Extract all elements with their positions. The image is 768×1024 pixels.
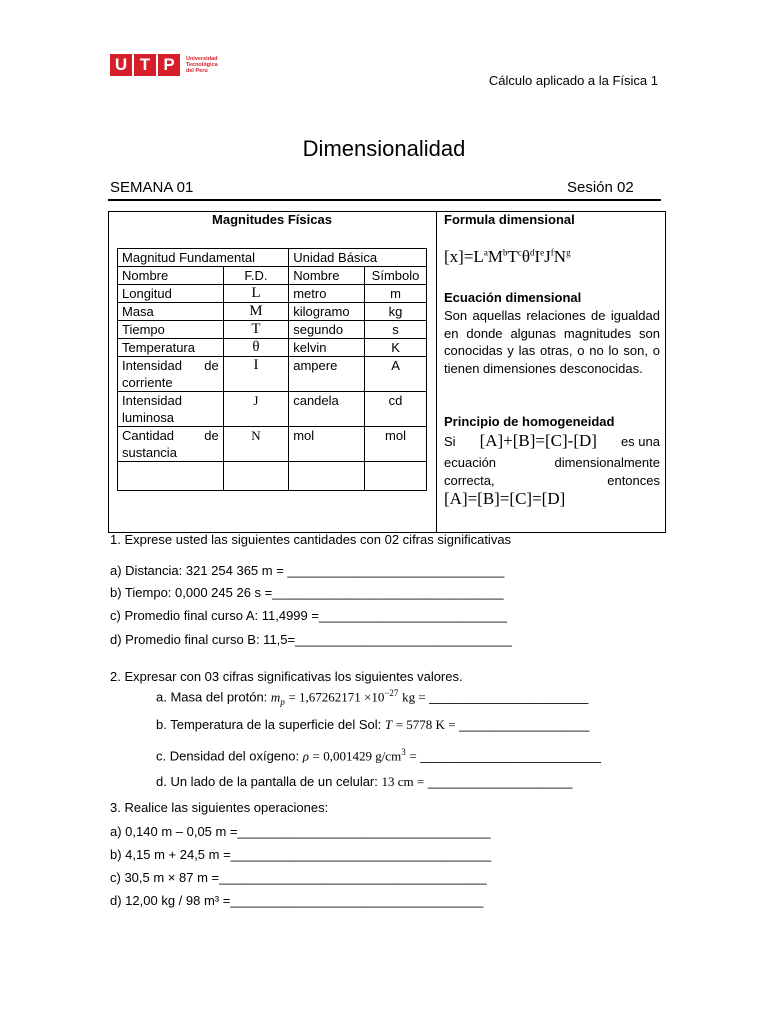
q3-item-a: a) 0,140 m – 0,05 m =___________________________________ [110, 824, 491, 839]
table-row: Tiempo T segundo s [118, 321, 427, 339]
q2-item-a: a. Masa del protón: $m_p = 1,67262171 \times 10^{-27}$ kg = ______________________ [156, 688, 589, 707]
logo-letter-p: P [158, 54, 180, 76]
q1-title: 1. Exprese usted las siguientes cantidades con 02 cifras significativas [110, 532, 512, 547]
homogeneity-equation: [A]+[B]=[C]-[D] [479, 431, 597, 450]
q3-title: 3. Realice las siguientes operaciones: [110, 800, 329, 815]
principio-line2: ecuación dimensionalmente [444, 455, 660, 470]
q1-item-c: c) Promedio final curso A: 11,4999 =__________________________ [110, 608, 507, 623]
utp-logo [110, 54, 218, 76]
homogeneity-result: [A]=[B]=[C]=[D] [444, 489, 566, 508]
group-magnitud: Magnitud Fundamental [118, 249, 289, 267]
table-blank-row [118, 462, 427, 491]
summary-divider [436, 211, 437, 533]
table-row: Intensidad de corriente I ampere A [118, 357, 427, 392]
q2-item-c: c. Densidad del oxígeno: ρ = 0,001429 $g/cm^3$ = _________________________ [156, 747, 602, 764]
q1-item-a: a) Distancia: 321 254 365 m = ______________________________ [110, 563, 505, 578]
q1-item-b: b) Tiempo: 0,000 245 26 s =________________________________ [110, 585, 504, 600]
q2-item-d: d. Un lado de la pantalla de un celular: 13 cm = ____________________ [156, 774, 573, 789]
table-header-row: Nombre F.D. Nombre Símbolo [118, 267, 427, 285]
page-title: Dimensionalidad [302, 136, 466, 161]
ecuacion-heading: Ecuación dimensional [444, 290, 582, 305]
table-row: Longitud L metro m [118, 285, 427, 303]
table-row: Cantidad de sustancia N mol mol [118, 427, 427, 462]
header-rule [108, 199, 661, 201]
course-name: Cálculo aplicado a la Física 1 [488, 73, 658, 88]
q3-item-d: d) 12,00 kg / 98 m³ =___________________________________ [110, 893, 484, 908]
q2-title: 2. Expresar con 03 cifras significativas los siguientes valores. [110, 669, 463, 684]
magnitudes-table [117, 248, 427, 491]
formula-heading: Formula dimensional [444, 212, 575, 227]
logo-letter-t: T [134, 54, 156, 76]
table-row: Masa M kilogramo kg [118, 303, 427, 321]
ecuacion-text: Son aquellas relaciones de igualdad en donde algunas magnitudes son conocidas y las otras, o no lo son, o tienen dimensiones desconocidas. [444, 308, 660, 376]
table-row: Temperatura θ kelvin K [118, 339, 427, 357]
q2-item-b: b. Temperatura de la superficie del Sol: T = 5778 K = __________________ [156, 717, 590, 732]
week-label: SEMANA 01 [110, 179, 194, 196]
dimensional-formula: $[x]=L^aM^bT^c\theta^dI^eJ^fN^g$ [444, 247, 571, 266]
principio-line1: Si [A]+[B]=[C]-[D] es una [444, 431, 660, 450]
logo-letter-u: U [110, 54, 132, 76]
group-unidad: Unidad Básica [289, 249, 427, 267]
principio-heading: Principio de homogeneidad [444, 414, 615, 429]
principio-line3: correcta, entonces [444, 473, 660, 488]
session-label: Sesión 02 [567, 179, 634, 196]
logo-text: Universidad Tecnológica del Perú [186, 56, 218, 74]
table-row: Intensidad luminosa J candela cd [118, 392, 427, 427]
q3-item-b: b) 4,15 m + 24,5 m =____________________________________ [110, 847, 491, 862]
magnitudes-heading: Magnitudes Físicas [212, 212, 332, 227]
q1-item-d: d) Promedio final curso B: 11,5=______________________________ [110, 632, 513, 647]
q3-item-c: c) 30,5 m × 87 m =_____________________________________ [110, 870, 487, 885]
